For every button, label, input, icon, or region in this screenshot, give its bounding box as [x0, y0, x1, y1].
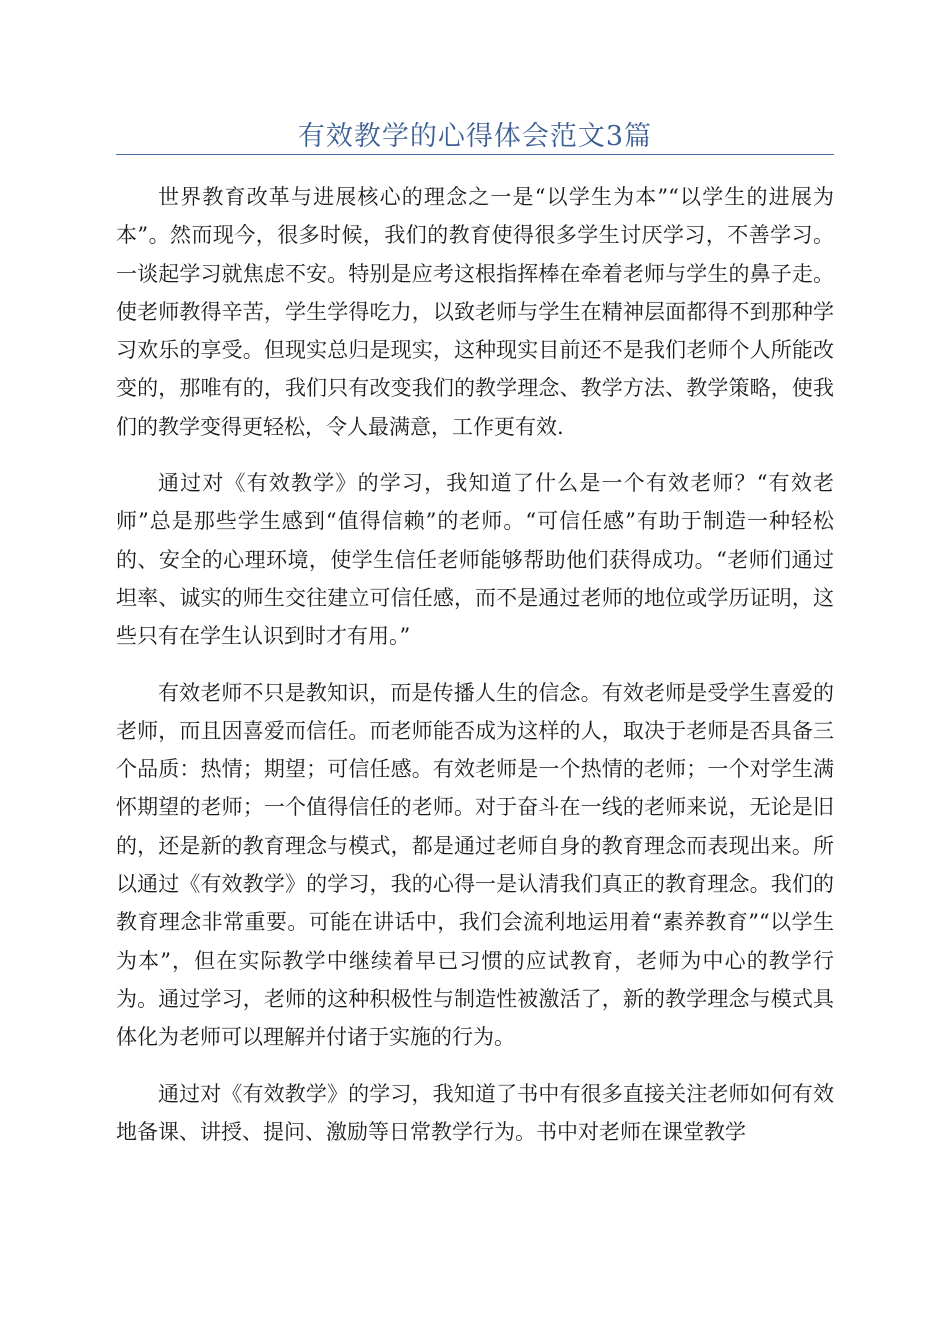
paragraph-1: 世界教育改革与进展核心的理念之一是“以学生为本”“以学生的进展为本”。然而现今，很多时候，我们的教育使得很多学生讨厌学习，不善学习。一谈起学习就焦虑不安。特别是应考这根指挥棒在牵着老师与学生的鼻子走。使老师教得辛苦，学生学得吃力，以致老师与学生在精神层面都得不到那种学习欢乐的享受。但现实总归是现实，这种现实目前还不是我们老师个人所能改变的，那唯有的，我们只有改变我们的教学理念、教学方法、教学策略，使我们的教学变得更轻松，令人最满意，工作更有效. [116, 185, 834, 439]
document-body [116, 178, 834, 1169]
paragraph-2: 通过对《有效教学》的学习，我知道了什么是一个有效老师？“有效老师”总是那些学生感到“值得信赖”的老师。“可信任感”有助于制造一种轻松的、安全的心理环境，使学生信任老师能够帮助他们获得成功。“老师们通过坦率、诚实的师生交往建立可信任感，而不是通过老师的地位或学历证明，这些只有在学生认识到时才有用。” [116, 471, 834, 649]
document-title: 有效教学的心得体会范文3篇 [297, 121, 653, 152]
title-underline [116, 154, 834, 155]
paragraph-3: 有效老师不只是教知识，而是传播人生的信念。有效老师是受学生喜爱的老师，而且因喜爱而信任。而老师能否成为这样的人，取决于老师是否具备三个品质：热情；期望；可信任感。有效老师是一个热情的老师；一个对学生满怀期望的老师；一个值得信任的老师。对于奋斗在一线的老师来说，无论是旧的，还是新的教育理念与模式，都是通过老师自身的教育理念而表现出来。所以通过《有效教学》的学习，我的心得一是认清我们真正的教育理念。我们的教育理念非常重要。可能在讲话中，我们会流利地运用着“素养教育”“以学生为本”，但在实际教学中继续着早已习惯的应试教育，老师为中心的教学行为。通过学习，老师的这种积极性与制造性被激活了，新的教学理念与模式具体化为老师可以理解并付诸于实施的行为。 [116, 680, 834, 1050]
paragraph-4: 通过对《有效教学》的学习，我知道了书中有很多直接关注老师如何有效地备课、讲授、提问、激励等日常教学行为。书中对老师在课堂教学 [116, 1081, 834, 1144]
